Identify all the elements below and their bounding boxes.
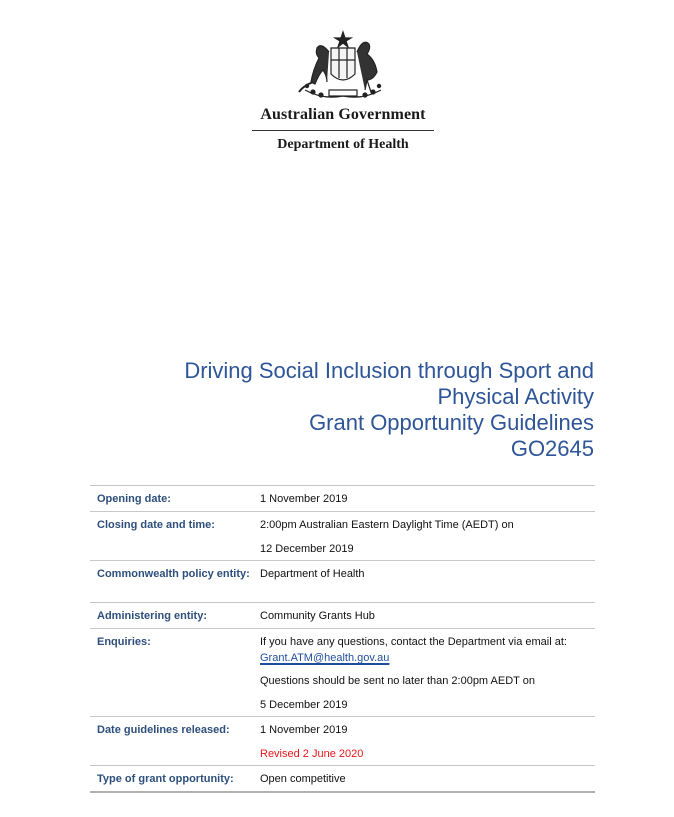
row-value: 1 November 2019 (260, 493, 348, 505)
row-label: Administering entity: (97, 610, 208, 622)
government-logo (250, 30, 436, 160)
government-name: Australian Government (260, 106, 426, 123)
table-row (90, 766, 595, 792)
row-label: Date guidelines released: (97, 724, 230, 736)
row-value: Community Grants Hub (260, 610, 375, 622)
email-link[interactable]: Grant.ATM@health.gov.au (260, 652, 390, 664)
row-label: Commonwealth policy entity: (97, 568, 250, 580)
row-value: 2:00pm Australian Eastern Daylight Time (AEDT) on (260, 519, 514, 531)
row-value: Department of Health (260, 568, 365, 580)
document-title (94, 358, 594, 462)
row-label: Closing date and time: (97, 519, 215, 531)
row-value: 12 December 2019 (260, 543, 354, 555)
table-row (90, 561, 595, 603)
table-row (90, 512, 595, 561)
revised-date: Revised 2 June 2020 (260, 748, 364, 760)
row-label: Enquiries: (97, 636, 151, 648)
department-name: Department of Health (277, 137, 409, 152)
details-table (90, 485, 595, 793)
logo-divider (252, 130, 434, 131)
table-row (90, 629, 595, 717)
row-value: Questions should be sent no later than 2:00pm AEDT on (260, 675, 535, 687)
row-label: Type of grant opportunity: (97, 773, 234, 785)
title-line-4: GO2645 (510, 436, 594, 461)
title-line-3: Grant Opportunity Guidelines (309, 410, 594, 435)
title-line-2: Physical Activity (437, 384, 594, 409)
row-value: 1 November 2019 (260, 724, 348, 736)
row-value: 5 December 2019 (260, 699, 348, 711)
coat-of-arms-icon (293, 30, 393, 102)
table-row (90, 486, 595, 512)
table-row (90, 603, 595, 629)
table-row (90, 717, 595, 766)
row-value: If you have any questions, contact the Department via email at: (260, 636, 567, 648)
row-value: Open competitive (260, 773, 346, 785)
title-line-1: Driving Social Inclusion through Sport and (184, 358, 594, 383)
row-label: Opening date: (97, 493, 171, 505)
